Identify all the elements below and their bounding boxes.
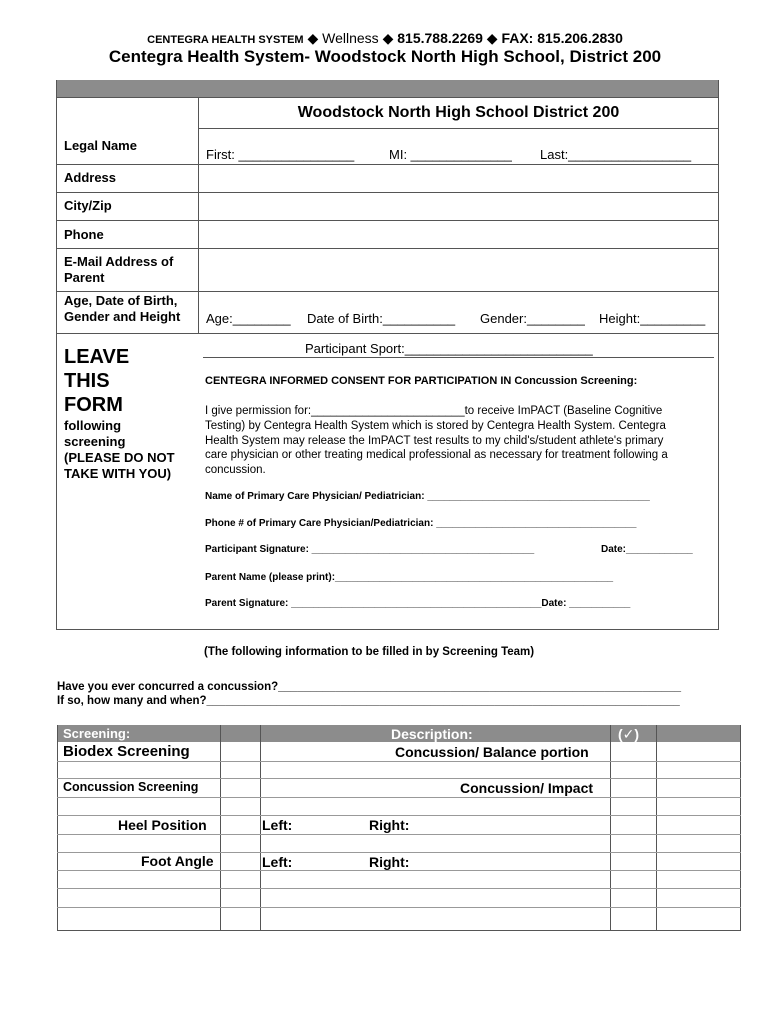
heel-position-label: Heel Position bbox=[118, 817, 207, 833]
leave-notice-line3: FORM bbox=[64, 394, 123, 416]
phone-number: 815.788.2269 bbox=[397, 30, 483, 46]
city-zip-field[interactable] bbox=[200, 193, 717, 219]
email-label bbox=[64, 254, 173, 286]
biodex-check-cell[interactable] bbox=[612, 743, 654, 760]
leave-notice-line2: THIS bbox=[64, 370, 110, 392]
concussion-screening-label: Concussion Screening bbox=[63, 780, 199, 794]
participant-date-field[interactable]: Date:____________ bbox=[601, 544, 693, 555]
consent-line: concussion. bbox=[205, 464, 266, 477]
phone-field[interactable] bbox=[200, 221, 717, 247]
phone-label: Phone bbox=[64, 227, 104, 242]
consent-line: care physician or other treating medical professional as necessary for treatment following a bbox=[205, 449, 668, 462]
diamond-icon: ◆ bbox=[382, 30, 394, 46]
biodex-screening-label: Biodex Screening bbox=[63, 743, 190, 760]
participant-signature-field[interactable]: Participant Signature: ________________________________________ bbox=[205, 544, 535, 555]
participant-sport-field[interactable]: Participant Sport:__________________________ bbox=[305, 341, 593, 356]
screening-team-note: (The following information to be filled in by Screening Team) bbox=[204, 646, 535, 658]
parent-signature-field[interactable]: Parent Signature: _____________________________________________Date: ___________ bbox=[205, 598, 631, 609]
height-field[interactable]: Height:_________ bbox=[599, 311, 706, 326]
concussion-description: Concussion/ Impact bbox=[460, 780, 594, 796]
header-line1 bbox=[0, 30, 770, 47]
city-zip-label: City/Zip bbox=[64, 198, 112, 213]
last-name-field[interactable]: Last:_________________ bbox=[540, 147, 692, 162]
fax-number: FAX: 815.206.2830 bbox=[501, 30, 623, 46]
check-header: (✓) bbox=[618, 726, 640, 742]
concussion-history-field[interactable]: Have you ever concurred a concussion?_______________________________________________________________ bbox=[57, 681, 682, 693]
middle-initial-field[interactable]: MI: ______________ bbox=[389, 147, 512, 162]
diamond-icon: ◆ bbox=[307, 30, 319, 46]
consent-title: CENTEGRA INFORMED CONSENT FOR PARTICIPATION IN Concussion Screening: bbox=[205, 375, 638, 387]
leave-notice-sub2: screening bbox=[64, 434, 126, 449]
leave-notice-sub1: following bbox=[64, 418, 122, 433]
heel-right-field[interactable]: Right: bbox=[369, 817, 410, 833]
dob-field[interactable]: Date of Birth:__________ bbox=[307, 311, 456, 326]
foot-left-field[interactable]: Left: bbox=[262, 854, 293, 870]
foot-right-field[interactable]: Right: bbox=[369, 854, 410, 870]
leave-notice-sub3: (PLEASE DO NOT bbox=[64, 450, 175, 465]
first-name-field[interactable]: First: ________________ bbox=[206, 147, 355, 162]
concussion-count-field[interactable]: If so, how many and when?__________________________________________________________________________ bbox=[57, 695, 680, 707]
diamond-icon: ◆ bbox=[486, 30, 498, 46]
consent-line: Health System may release the ImPACT test results to my child's/student athlete's primary bbox=[205, 434, 664, 447]
consent-line: I give permission for:________________________to receive ImPACT (Baseline Cognitive bbox=[205, 405, 663, 417]
leave-form-notice bbox=[64, 345, 175, 482]
page-title: Centegra Health System- Woodstock North High School, District 200 bbox=[108, 47, 662, 66]
age-label-line1: Age, Date of Birth, bbox=[64, 293, 178, 308]
address-field[interactable] bbox=[200, 165, 717, 191]
legal-name-label: Legal Name bbox=[64, 138, 137, 153]
leave-notice-line1: LEAVE bbox=[64, 346, 130, 368]
email-label-line2: Parent bbox=[64, 270, 105, 285]
screening-header: Screening: bbox=[63, 726, 131, 741]
primary-physician-field[interactable]: Name of Primary Care Physician/ Pediatrician: ________________________________________ bbox=[205, 491, 650, 502]
org-name: CENTEGRA HEALTH SYSTEM bbox=[147, 34, 304, 46]
consent-paragraph bbox=[205, 404, 717, 478]
age-label-line2: Gender and Height bbox=[64, 309, 181, 324]
wellness-text: Wellness bbox=[322, 30, 379, 46]
form-header-bar bbox=[56, 80, 719, 97]
consent-line: Testing) by Centegra Health System which is stored by Centegra Health System. Centegra bbox=[205, 419, 666, 432]
address-label: Address bbox=[64, 170, 117, 185]
form-title: Woodstock North High School District 200 bbox=[297, 104, 620, 121]
leave-notice-sub4: TAKE WITH YOU) bbox=[64, 466, 172, 481]
heel-left-field[interactable]: Left: bbox=[262, 817, 293, 833]
description-header: Description: bbox=[391, 726, 473, 742]
age-dob-label bbox=[64, 293, 180, 325]
physician-phone-field[interactable]: Phone # of Primary Care Physician/Pediatrician: ____________________________________ bbox=[205, 518, 637, 529]
age-field[interactable]: Age:________ bbox=[206, 311, 291, 326]
foot-angle-label: Foot Angle bbox=[141, 853, 214, 869]
concussion-check-cell[interactable] bbox=[612, 779, 654, 796]
parent-name-field[interactable]: Parent Name (please print):__________________________________________________ bbox=[205, 572, 614, 583]
gender-field[interactable]: Gender:________ bbox=[480, 311, 585, 326]
email-label-line1: E-Mail Address of bbox=[64, 254, 174, 269]
email-field[interactable] bbox=[200, 249, 717, 290]
biodex-description: Concussion/ Balance portion bbox=[395, 744, 589, 760]
